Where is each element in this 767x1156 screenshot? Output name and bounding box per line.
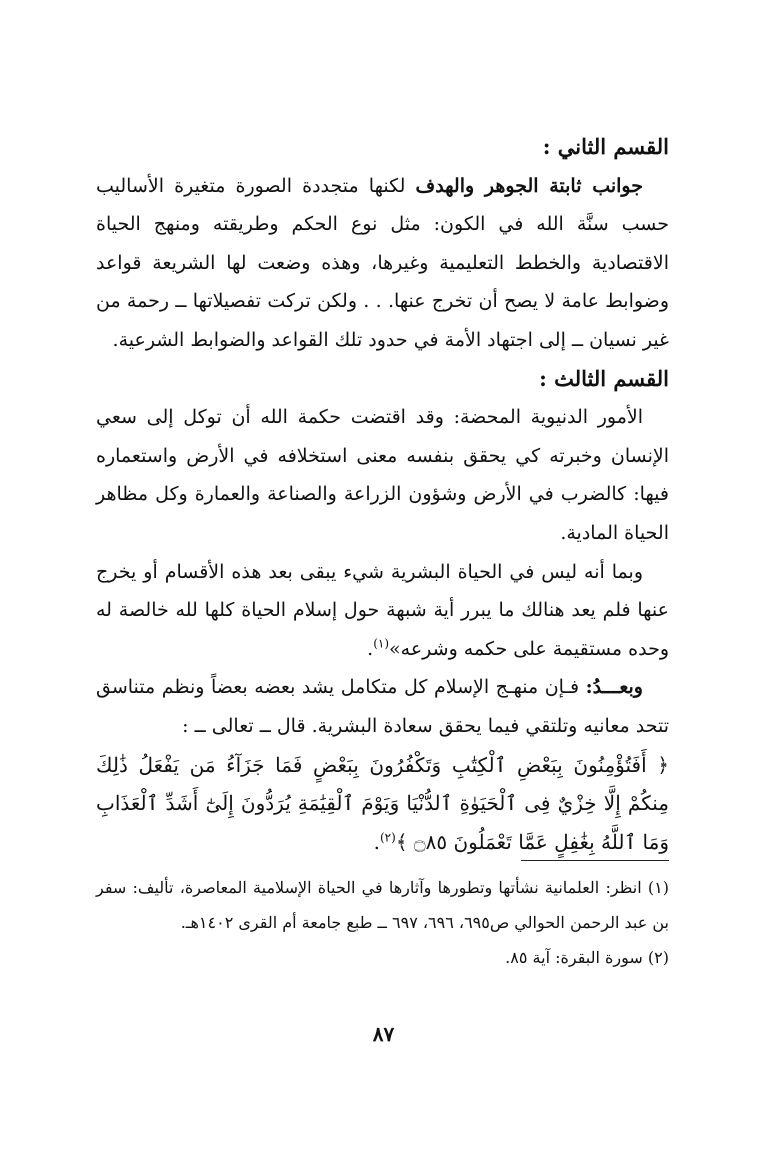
footnote-ref-1: (١) <box>373 636 390 651</box>
footnote-divider <box>521 860 669 861</box>
main-text <box>96 128 669 861</box>
conclusion-end: . <box>367 637 374 660</box>
section-heading-2: القسم الثاني : <box>542 134 669 159</box>
section-2-lead: جوانب ثابتة الجوهر والهدف <box>415 174 643 197</box>
footnote-1-number: (١) <box>647 878 669 897</box>
page-number: ٨٧ <box>372 1022 395 1046</box>
closing-lead: وبعـــدُ: <box>585 676 643 699</box>
footnote-2-text: سورة البقرة: آية ٨٥. <box>505 948 643 967</box>
conclusion-text: وبما أنه ليس في الحياة البشرية شيء يبقى بعد هذه الأقسام أو يخرج عنها فلم يعد هنالك ما يبرر أية شبهة حول إسلام الحياة كلها لله خالصة له وحده مستقيمة على حكمه وشرعه» <box>96 560 669 660</box>
footnote-1 <box>96 870 669 940</box>
footnotes <box>96 870 669 975</box>
section-heading-3: القسم الثالث : <box>539 365 669 391</box>
footnote-2-number: (٢) <box>647 948 669 967</box>
quran-verse: ﴿ أَفَتُؤْمِنُونَ بِبَعْضِ ٱلْكِتَٰبِ وَتَكْفُرُونَ بِبَعْضٍ فَمَا جَزَآءُ مَن يَفْعَلُ ذَٰلِكَ مِنكُمْ إِلَّا خِزْيٌ فِى ٱلْحَيَوٰةِ ٱلدُّنْيَا وَيَوْمَ ٱلْقِيَٰمَةِ يُرَدُّونَ إِلَىٰٓ أَشَدِّ ٱلْعَذَابِ وَمَا ٱللَّهُ بِغَٰفِلٍ عَمَّا تَعْمَلُونَ ۝٨٥ ﴾ <box>96 752 669 854</box>
footnote-2 <box>96 940 669 975</box>
footnote-ref-2: (٢) <box>379 830 396 845</box>
section-3-paragraph: الأمور الدنيوية المحضة: وقد اقتضت حكمة الله أن توكل إلى سعي الإنسان وخبرته كي يحقق بنفسه معنى استخلافه في الأرض واستعماره فيها: كالضرب في الأرض وشؤون الزراعة والصناعة والعمارة وكل مظاهر الحياة المادية. <box>96 406 669 544</box>
closing-text: فـإن منهـج الإسلام كل متكامل يشد بعضه بعضاً ونظم متناسق تتحد معانيه وتلتقي فيما يحقق سعادة البشرية. قال ــ تعالى ــ : <box>96 676 669 737</box>
section-2-paragraph <box>96 167 669 360</box>
closing-end: . <box>373 829 380 854</box>
section-2-body: لكنها متجددة الصورة متغيرة الأساليب حسب سنَّة الله في الكون: مثل نوع الحكم وطريقته ومنهج الحياة الاقتصادية والخطط التعليمية وغيرها، وهذه وضعت لها الشريعة قواعد وضوابط عامة لا يصح أن تخرج عنها. . . ولكن تركت تفصيلاتها ــ رحمة من غير نسيان ــ إلى اجتهاد الأمة في حدود تلك القواعد والضوابط الشرعية. <box>96 174 669 351</box>
footnote-1-text: انظر: العلمانية نشأتها وتطورها وآثارها في الحياة الإسلامية المعاصرة، تأليف: سفر بن عبد الرحمن الحوالي ص٦٩٥، ٦٩٦، ٦٩٧ ــ طبع جامعة أم القرى ١٤٠٢هـ. <box>96 878 669 932</box>
quran-verse-paragraph <box>96 746 669 862</box>
closing-paragraph <box>96 668 669 745</box>
conclusion-paragraph <box>96 553 669 669</box>
